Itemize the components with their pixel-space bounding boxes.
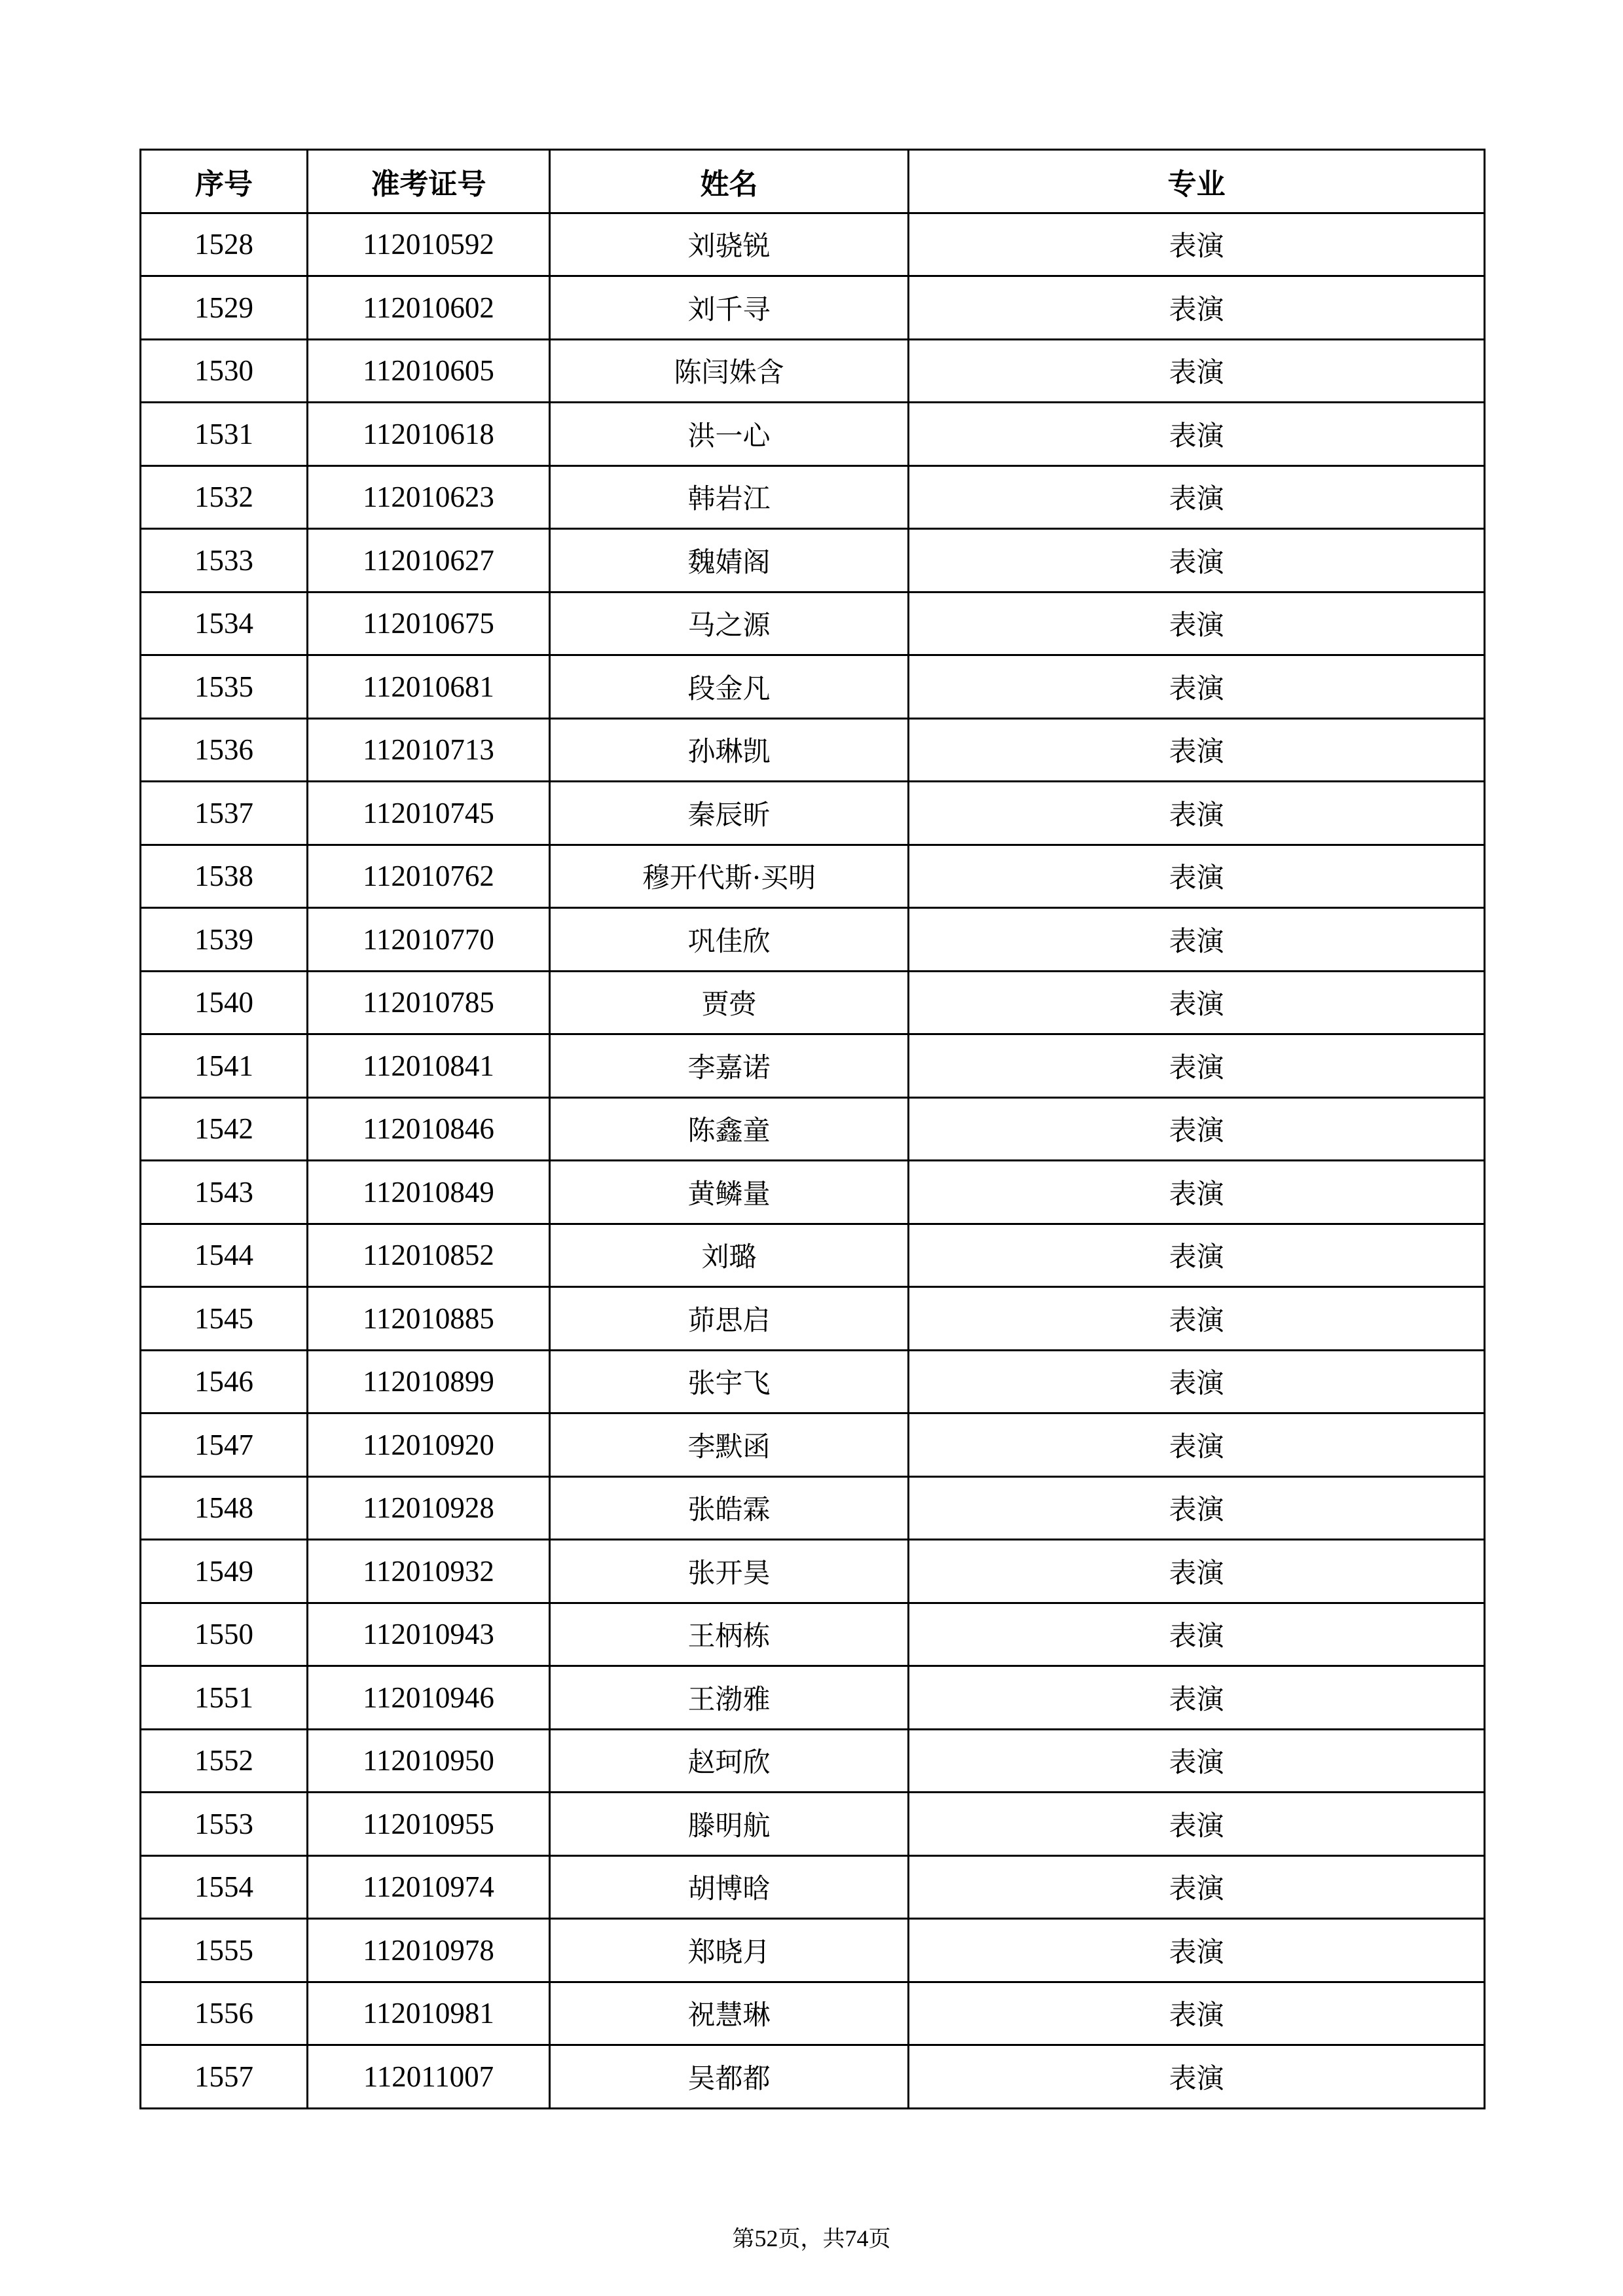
table-row bbox=[141, 2045, 1485, 2109]
cell-exam-id: 112010602 bbox=[308, 276, 550, 340]
cell-major: 表演 bbox=[909, 1413, 1485, 1477]
cell-seq: 1553 bbox=[141, 1793, 308, 1856]
cell-seq: 1530 bbox=[141, 339, 308, 403]
cell-exam-id: 112010978 bbox=[308, 1919, 550, 1982]
table-row bbox=[141, 1540, 1485, 1603]
cell-exam-id: 112010681 bbox=[308, 655, 550, 719]
cell-exam-id: 112010846 bbox=[308, 1097, 550, 1161]
cell-major: 表演 bbox=[909, 403, 1485, 466]
cell-seq: 1557 bbox=[141, 2045, 308, 2109]
cell-major: 表演 bbox=[909, 845, 1485, 908]
table-row bbox=[141, 782, 1485, 845]
table-row bbox=[141, 1413, 1485, 1477]
table-row bbox=[141, 908, 1485, 972]
cell-seq: 1529 bbox=[141, 276, 308, 340]
footer-prefix: 第 bbox=[732, 2226, 755, 2252]
cell-major: 表演 bbox=[909, 1476, 1485, 1540]
cell-name: 郑晓月 bbox=[550, 1919, 909, 1982]
cell-major: 表演 bbox=[909, 2045, 1485, 2109]
cell-major: 表演 bbox=[909, 1729, 1485, 1793]
cell-major: 表演 bbox=[909, 213, 1485, 276]
cell-seq: 1541 bbox=[141, 1034, 308, 1098]
cell-major: 表演 bbox=[909, 1919, 1485, 1982]
header-row bbox=[141, 150, 1485, 213]
table-row bbox=[141, 592, 1485, 655]
cell-seq: 1531 bbox=[141, 403, 308, 466]
cell-name: 魏婧阁 bbox=[550, 529, 909, 592]
cell-major: 表演 bbox=[909, 1224, 1485, 1287]
cell-major: 表演 bbox=[909, 1603, 1485, 1666]
cell-name: 贾赍 bbox=[550, 971, 909, 1034]
table-row bbox=[141, 1729, 1485, 1793]
table-row bbox=[141, 1793, 1485, 1856]
cell-exam-id: 112010920 bbox=[308, 1413, 550, 1477]
table-row bbox=[141, 465, 1485, 529]
cell-major: 表演 bbox=[909, 592, 1485, 655]
header-seq: 序号 bbox=[141, 150, 308, 213]
cell-seq: 1547 bbox=[141, 1413, 308, 1477]
cell-exam-id: 112010885 bbox=[308, 1287, 550, 1351]
cell-name: 王渤雅 bbox=[550, 1666, 909, 1730]
cell-name: 洪一心 bbox=[550, 403, 909, 466]
table-row bbox=[141, 1476, 1485, 1540]
cell-seq: 1549 bbox=[141, 1540, 308, 1603]
table-row bbox=[141, 1224, 1485, 1287]
cell-exam-id: 112010627 bbox=[308, 529, 550, 592]
header-major: 专业 bbox=[909, 150, 1485, 213]
cell-seq: 1550 bbox=[141, 1603, 308, 1666]
cell-name: 张皓霖 bbox=[550, 1476, 909, 1540]
table-row bbox=[141, 339, 1485, 403]
cell-seq: 1539 bbox=[141, 908, 308, 972]
cell-exam-id: 112010623 bbox=[308, 465, 550, 529]
cell-major: 表演 bbox=[909, 1666, 1485, 1730]
cell-seq: 1545 bbox=[141, 1287, 308, 1351]
cell-major: 表演 bbox=[909, 1855, 1485, 1919]
cell-seq: 1551 bbox=[141, 1666, 308, 1730]
cell-name: 秦辰昕 bbox=[550, 782, 909, 845]
cell-major: 表演 bbox=[909, 465, 1485, 529]
cell-exam-id: 112010932 bbox=[308, 1540, 550, 1603]
table-row bbox=[141, 1855, 1485, 1919]
cell-major: 表演 bbox=[909, 971, 1485, 1034]
cell-exam-id: 112010974 bbox=[308, 1855, 550, 1919]
cell-exam-id: 112010899 bbox=[308, 1350, 550, 1413]
cell-exam-id: 112010981 bbox=[308, 1982, 550, 2045]
cell-major: 表演 bbox=[909, 1161, 1485, 1224]
cell-exam-id: 112010955 bbox=[308, 1793, 550, 1856]
cell-seq: 1546 bbox=[141, 1350, 308, 1413]
cell-seq: 1536 bbox=[141, 718, 308, 782]
cell-name: 李嘉诺 bbox=[550, 1034, 909, 1098]
cell-exam-id: 112010849 bbox=[308, 1161, 550, 1224]
cell-major: 表演 bbox=[909, 1034, 1485, 1098]
cell-exam-id: 112010762 bbox=[308, 845, 550, 908]
cell-name: 王柄栋 bbox=[550, 1603, 909, 1666]
cell-name: 陈鑫童 bbox=[550, 1097, 909, 1161]
cell-exam-id: 112010928 bbox=[308, 1476, 550, 1540]
cell-name: 刘千寻 bbox=[550, 276, 909, 340]
cell-name: 张宇飞 bbox=[550, 1350, 909, 1413]
table-body bbox=[141, 213, 1485, 2108]
cell-major: 表演 bbox=[909, 276, 1485, 340]
cell-name: 祝慧琳 bbox=[550, 1982, 909, 2045]
cell-seq: 1533 bbox=[141, 529, 308, 592]
admission-list-table bbox=[139, 149, 1486, 2109]
cell-major: 表演 bbox=[909, 908, 1485, 972]
cell-name: 穆开代斯·买明 bbox=[550, 845, 909, 908]
cell-major: 表演 bbox=[909, 1982, 1485, 2045]
cell-name: 刘骁锐 bbox=[550, 213, 909, 276]
cell-major: 表演 bbox=[909, 1350, 1485, 1413]
cell-major: 表演 bbox=[909, 1540, 1485, 1603]
cell-seq: 1555 bbox=[141, 1919, 308, 1982]
header-exam-id: 准考证号 bbox=[308, 150, 550, 213]
footer-current-page: 52 bbox=[754, 2225, 778, 2251]
table-row bbox=[141, 1603, 1485, 1666]
cell-name: 茆思启 bbox=[550, 1287, 909, 1351]
cell-exam-id: 112010943 bbox=[308, 1603, 550, 1666]
cell-exam-id: 112010675 bbox=[308, 592, 550, 655]
table-row bbox=[141, 971, 1485, 1034]
table-row bbox=[141, 1666, 1485, 1730]
cell-seq: 1554 bbox=[141, 1855, 308, 1919]
cell-seq: 1540 bbox=[141, 971, 308, 1034]
table-row bbox=[141, 655, 1485, 719]
cell-exam-id: 112010605 bbox=[308, 339, 550, 403]
footer-middle: 页，共 bbox=[778, 2226, 845, 2252]
cell-exam-id: 112010618 bbox=[308, 403, 550, 466]
cell-major: 表演 bbox=[909, 718, 1485, 782]
table-header bbox=[141, 150, 1485, 213]
cell-name: 赵珂欣 bbox=[550, 1729, 909, 1793]
cell-name: 胡博晗 bbox=[550, 1855, 909, 1919]
cell-seq: 1538 bbox=[141, 845, 308, 908]
footer-total-pages: 74 bbox=[845, 2225, 869, 2251]
table-row bbox=[141, 1287, 1485, 1351]
cell-name: 李默函 bbox=[550, 1413, 909, 1477]
cell-seq: 1535 bbox=[141, 655, 308, 719]
cell-name: 段金凡 bbox=[550, 655, 909, 719]
cell-seq: 1552 bbox=[141, 1729, 308, 1793]
header-name: 姓名 bbox=[550, 150, 909, 213]
cell-name: 马之源 bbox=[550, 592, 909, 655]
footer-suffix: 页 bbox=[868, 2226, 891, 2252]
cell-seq: 1532 bbox=[141, 465, 308, 529]
cell-seq: 1544 bbox=[141, 1224, 308, 1287]
table-row bbox=[141, 403, 1485, 466]
cell-exam-id: 112010946 bbox=[308, 1666, 550, 1730]
cell-seq: 1542 bbox=[141, 1097, 308, 1161]
table-row bbox=[141, 213, 1485, 276]
cell-exam-id: 112010841 bbox=[308, 1034, 550, 1098]
cell-exam-id: 112010770 bbox=[308, 908, 550, 972]
cell-exam-id: 112010745 bbox=[308, 782, 550, 845]
cell-name: 滕明航 bbox=[550, 1793, 909, 1856]
table-row bbox=[141, 1919, 1485, 1982]
cell-name: 陈闫姝含 bbox=[550, 339, 909, 403]
table-row bbox=[141, 845, 1485, 908]
table-row bbox=[141, 1161, 1485, 1224]
cell-name: 张开昊 bbox=[550, 1540, 909, 1603]
cell-exam-id: 112010713 bbox=[308, 718, 550, 782]
table-row bbox=[141, 718, 1485, 782]
table-row bbox=[141, 276, 1485, 340]
table-row bbox=[141, 1350, 1485, 1413]
page-footer bbox=[0, 2221, 1623, 2253]
cell-exam-id: 112010592 bbox=[308, 213, 550, 276]
cell-major: 表演 bbox=[909, 1097, 1485, 1161]
table-row bbox=[141, 529, 1485, 592]
table-row bbox=[141, 1034, 1485, 1098]
cell-exam-id: 112010852 bbox=[308, 1224, 550, 1287]
cell-exam-id: 112010785 bbox=[308, 971, 550, 1034]
cell-seq: 1556 bbox=[141, 1982, 308, 2045]
cell-name: 韩岩江 bbox=[550, 465, 909, 529]
cell-seq: 1534 bbox=[141, 592, 308, 655]
cell-major: 表演 bbox=[909, 782, 1485, 845]
cell-major: 表演 bbox=[909, 1287, 1485, 1351]
cell-name: 刘璐 bbox=[550, 1224, 909, 1287]
cell-name: 吴都都 bbox=[550, 2045, 909, 2109]
cell-seq: 1537 bbox=[141, 782, 308, 845]
table-row bbox=[141, 1982, 1485, 2045]
cell-seq: 1528 bbox=[141, 213, 308, 276]
cell-name: 黄鳞量 bbox=[550, 1161, 909, 1224]
cell-name: 孙琳凯 bbox=[550, 718, 909, 782]
cell-major: 表演 bbox=[909, 529, 1485, 592]
cell-major: 表演 bbox=[909, 339, 1485, 403]
cell-seq: 1548 bbox=[141, 1476, 308, 1540]
cell-exam-id: 112010950 bbox=[308, 1729, 550, 1793]
cell-name: 巩佳欣 bbox=[550, 908, 909, 972]
cell-exam-id: 112011007 bbox=[308, 2045, 550, 2109]
cell-major: 表演 bbox=[909, 1793, 1485, 1856]
cell-seq: 1543 bbox=[141, 1161, 308, 1224]
cell-major: 表演 bbox=[909, 655, 1485, 719]
table-row bbox=[141, 1097, 1485, 1161]
